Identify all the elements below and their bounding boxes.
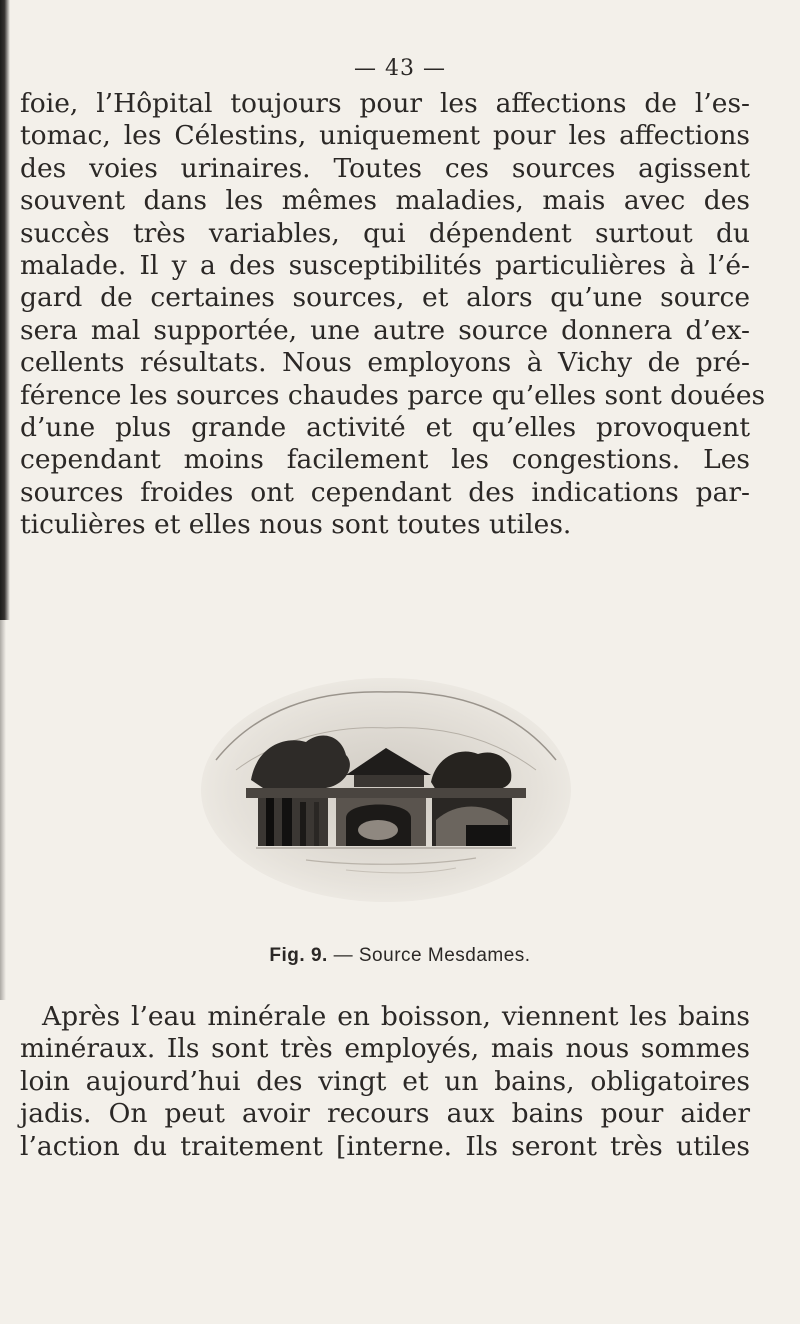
text-line: sera mal supportée, une autre source donnera d’ex- (20, 314, 750, 346)
text-line: malade. Il y a des susceptibilités particulières à l’é- (20, 249, 750, 281)
paragraph-hot-and-cold-sources (20, 88, 766, 541)
text-line: cependant moins facilement les congestions. Les (20, 444, 750, 476)
right-shadow (466, 825, 510, 846)
text-line: sources froides ont cependant des indications par- (20, 476, 750, 508)
pavilion-body (354, 775, 424, 787)
text-line: des voies urinaires. Toutes ces sources agissent (20, 152, 750, 184)
column (282, 798, 292, 846)
source-mesdames-illustration (196, 670, 576, 910)
text-line: cellents résultats. Nous employons à Vichy de pré- (20, 347, 750, 379)
text-line: d’une plus grande activité et qu’elles provoquent (20, 411, 750, 443)
building-band (246, 788, 526, 798)
page-binding-shadow-lower (0, 620, 6, 1000)
figure-source-mesdames (196, 670, 576, 930)
text-line: Après l’eau minérale en boisson, viennent les bains (42, 1001, 750, 1032)
figure-caption (0, 945, 800, 967)
text-line: succès très variables, qui dépendent surtout du (20, 217, 750, 249)
column (300, 802, 306, 846)
text-line: l’action du traitement [interne. Ils seront très utiles (20, 1130, 750, 1162)
text-line: foie, l’Hôpital toujours pour les affections de l’es- (20, 88, 750, 119)
column (314, 802, 319, 846)
column (266, 798, 274, 846)
text-line: férence les sources chaudes parce qu’elles sont douées (20, 379, 766, 411)
text-line: loin aujourd’hui des vingt et un bains, obligatoires (20, 1065, 750, 1097)
paragraph-mineral-baths (20, 1001, 750, 1163)
text-line: souvent dans les mêmes maladies, mais avec des (20, 185, 750, 217)
text-line: ticulières et elles nous sont toutes utiles. (20, 509, 572, 541)
page-binding-shadow (0, 0, 10, 620)
figure-caption-text: — Source Mesdames. (327, 945, 531, 966)
fountain-basin (358, 820, 398, 840)
text-line: minéraux. Ils sont très employés, mais nous sommes (20, 1033, 750, 1065)
figure-label: Fig. 9. (269, 945, 328, 966)
page-number: — 43 — (354, 56, 446, 81)
text-line: gard de certaines sources, et alors qu’une source (20, 282, 750, 314)
text-line: tomac, les Célestins, uniquement pour les affections (20, 120, 750, 152)
text-line: jadis. On peut avoir recours aux bains pour aider (20, 1098, 750, 1130)
